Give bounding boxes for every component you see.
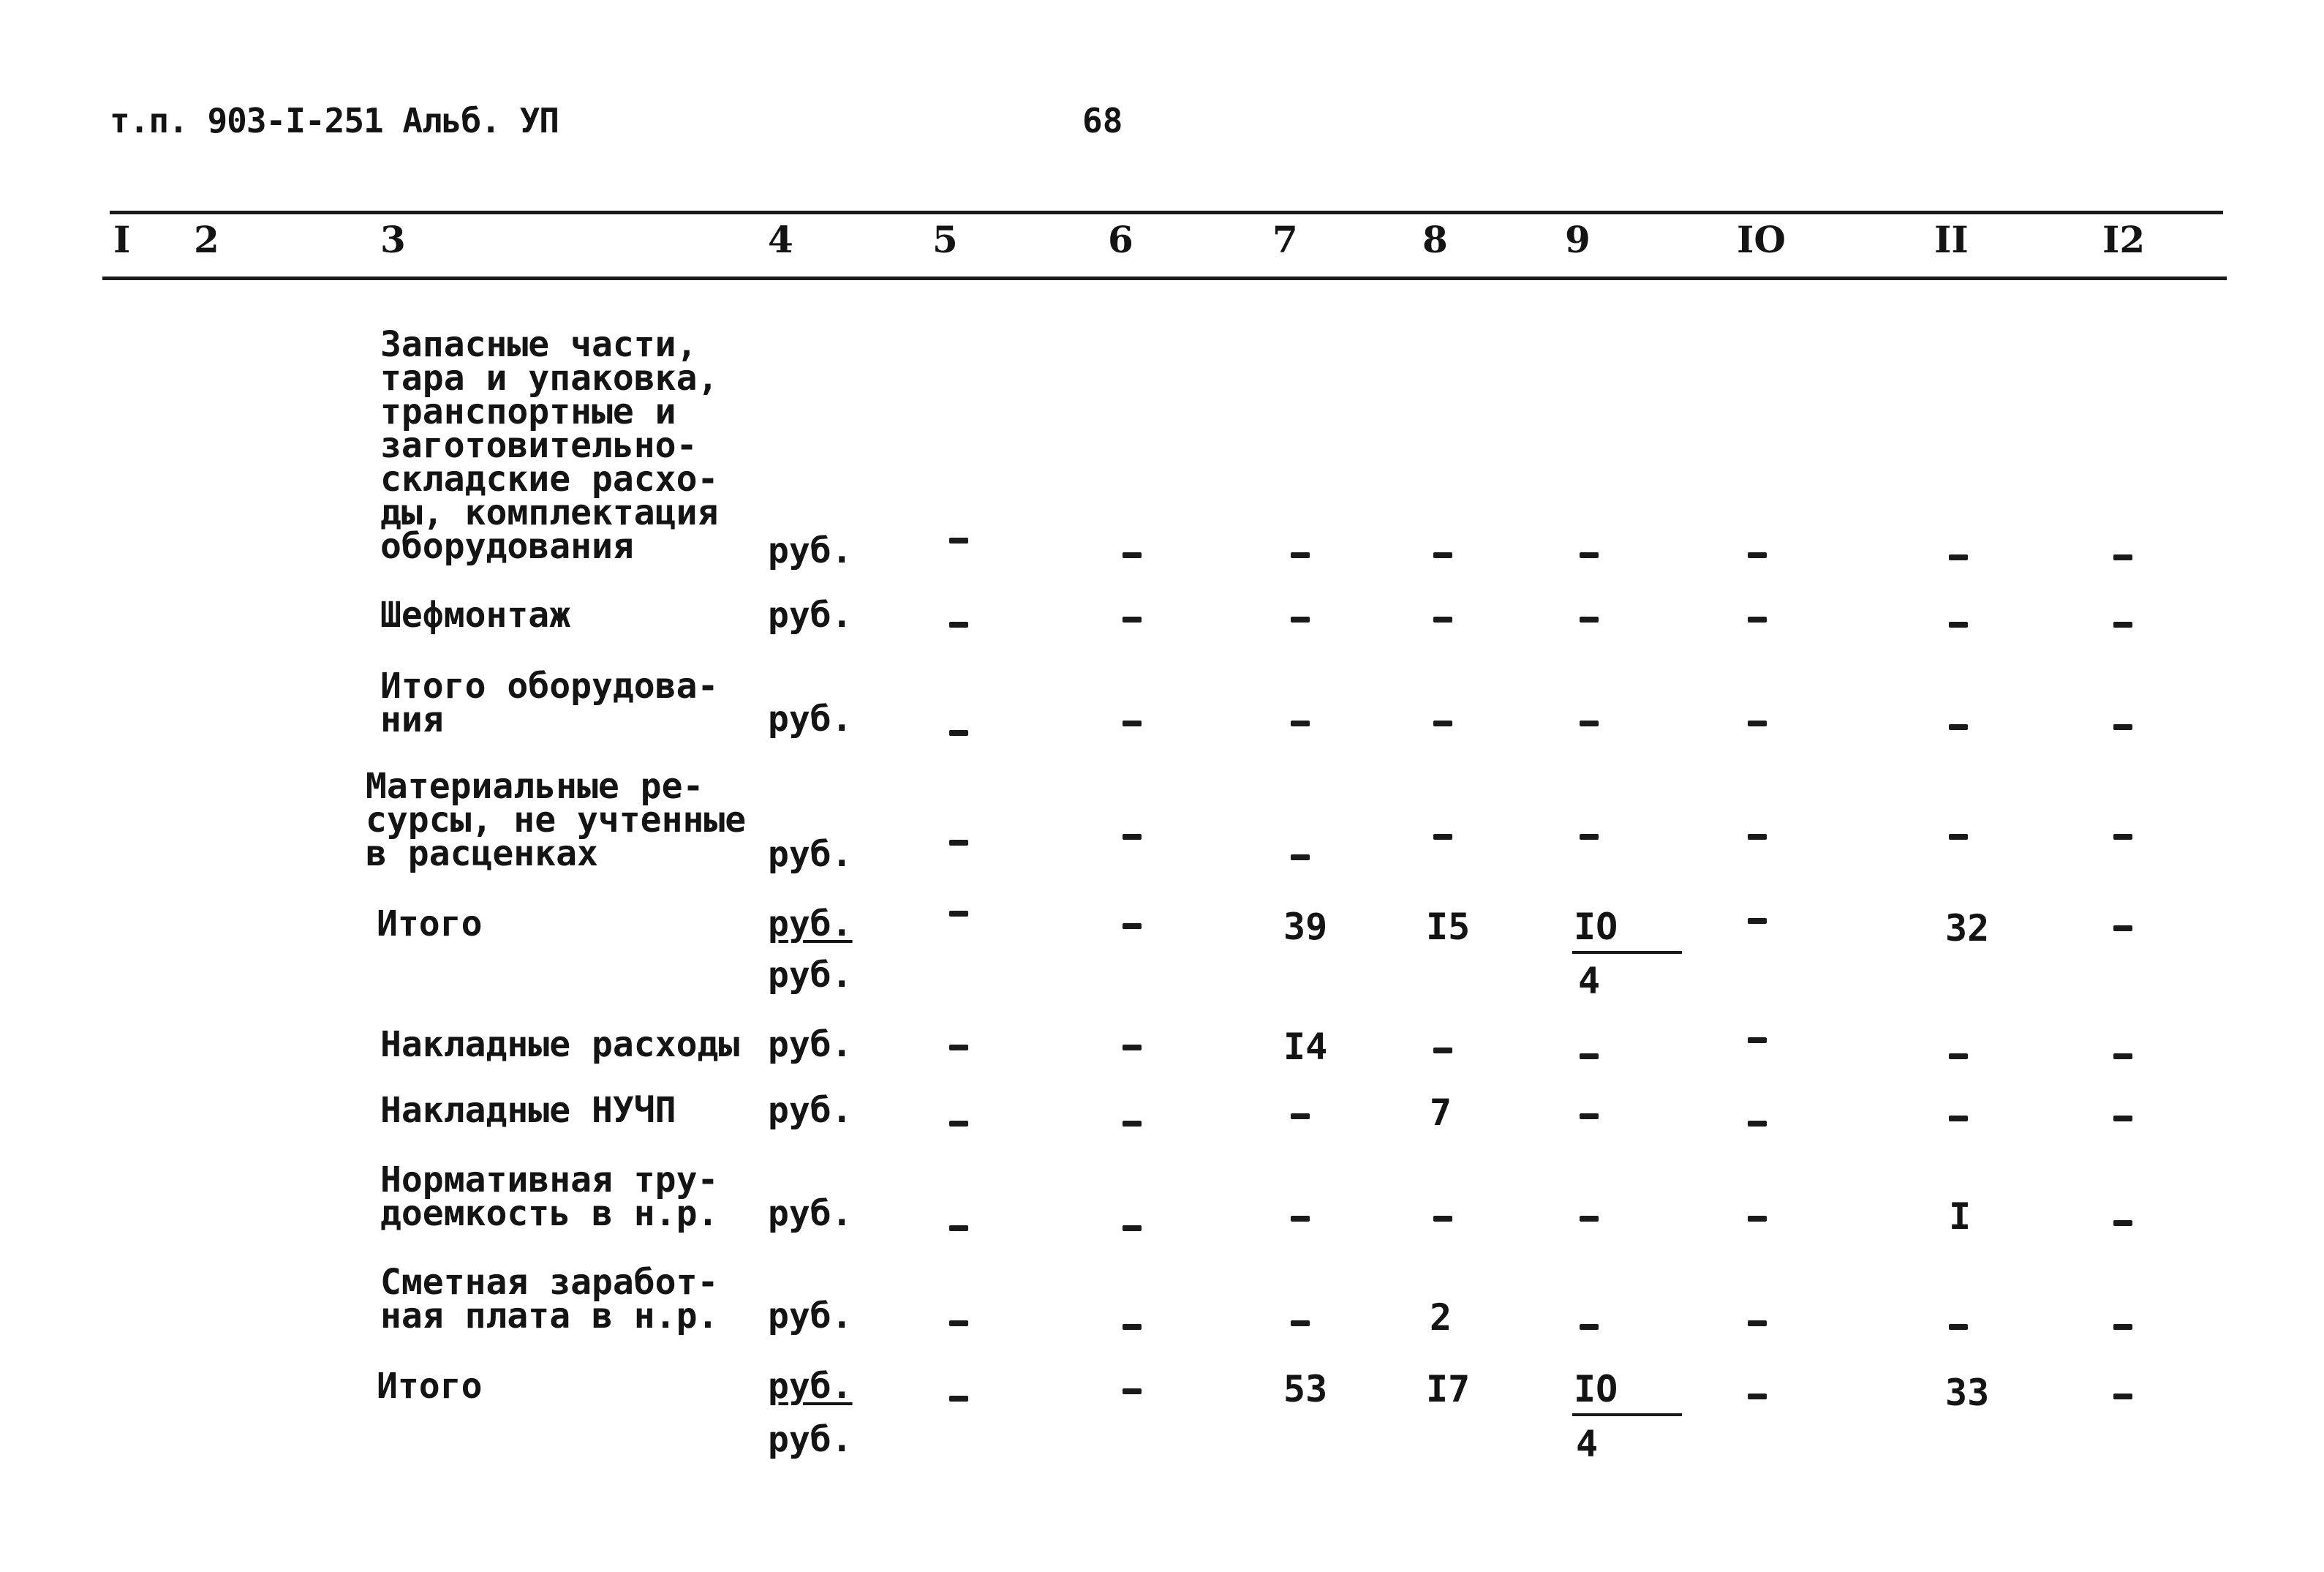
dash-cell — [1291, 721, 1310, 726]
dash-cell — [1748, 834, 1767, 840]
column-header-7: 7 — [1272, 218, 1298, 261]
row-unit: руб. — [768, 1193, 853, 1234]
row-label-supervision: Шефмонтаж — [380, 595, 571, 636]
dash-cell — [1580, 1113, 1599, 1119]
dash-cell — [949, 538, 968, 544]
dash-cell — [1949, 1053, 1968, 1059]
row-unit-denominator: руб. — [768, 1419, 853, 1460]
fraction-line — [1572, 951, 1682, 954]
column-header-12: I2 — [2102, 218, 2146, 261]
row-label-total-1: Итого — [377, 903, 483, 944]
row-unit-denominator: руб. — [768, 955, 853, 996]
dash-cell — [2113, 554, 2132, 560]
dash-cell — [1580, 552, 1599, 558]
dash-cell — [2113, 1394, 2132, 1399]
dash-cell — [1291, 552, 1310, 558]
dash-cell — [1123, 834, 1142, 840]
dash-cell — [2113, 1220, 2132, 1226]
value-col7: I4 — [1283, 1026, 1328, 1068]
column-header-9: 9 — [1565, 218, 1591, 261]
dash-cell — [1123, 617, 1142, 623]
document-reference: т.п. 903-I-251 Альб. УП — [110, 101, 559, 140]
dash-cell — [1291, 854, 1310, 860]
row-unit: руб. — [768, 1024, 853, 1065]
row-unit: руб. — [768, 1090, 853, 1131]
dash-cell — [1433, 1216, 1452, 1222]
row-label-total-2: Итого — [377, 1366, 483, 1407]
column-header-1: I — [113, 218, 131, 261]
value-col7: 39 — [1283, 906, 1328, 948]
dash-cell — [1123, 1225, 1142, 1231]
dash-cell — [1748, 918, 1767, 924]
dash-cell — [1580, 834, 1599, 840]
dash-cell — [1433, 834, 1452, 840]
page-number: 68 — [1082, 101, 1123, 140]
value-col11: 32 — [1945, 907, 1990, 949]
dash-cell — [1433, 721, 1452, 726]
row-unit: руб. — [768, 595, 853, 636]
column-header-4: 4 — [768, 218, 793, 261]
dash-cell — [1748, 1320, 1767, 1326]
row-unit: руб. — [768, 530, 853, 571]
fraction-line — [1572, 1413, 1682, 1416]
dash-cell — [1291, 617, 1310, 623]
dash-cell — [2113, 1116, 2132, 1121]
dash-cell — [949, 840, 968, 846]
dash-cell — [949, 730, 968, 736]
dash-cell — [1123, 552, 1142, 558]
dash-cell — [949, 1045, 968, 1050]
row-label-spare-parts: Запасные части, тара и упаковка, транспортные и заготовительно- складские расхо- ды, комплектация оборудования — [380, 324, 719, 567]
dash-cell — [1291, 1216, 1310, 1222]
dash-cell — [1748, 617, 1767, 623]
dash-cell — [1123, 923, 1142, 929]
value-col8: I5 — [1426, 906, 1471, 948]
row-label-estimated-wages: Сметная заработ- ная плата в н.р. — [380, 1262, 719, 1336]
dash-cell — [1580, 1216, 1599, 1222]
row-label-labor-intensity: Нормативная тру- доемкость в н.р. — [380, 1159, 719, 1234]
table-header-rule — [102, 277, 2227, 280]
dash-cell — [1123, 1045, 1142, 1050]
column-header-8: 8 — [1422, 218, 1448, 261]
dash-cell — [949, 622, 968, 628]
dash-cell — [949, 911, 968, 917]
dash-cell — [1748, 1121, 1767, 1127]
dash-cell — [949, 1121, 968, 1127]
value-col9-numerator: IO — [1574, 906, 1618, 948]
dash-cell — [1580, 721, 1599, 726]
table-top-rule — [110, 211, 2223, 214]
column-header-11: II — [1934, 218, 1969, 261]
value-col11: 33 — [1945, 1372, 1990, 1414]
dash-cell — [1748, 1216, 1767, 1222]
dash-cell — [1123, 1121, 1142, 1127]
dash-cell — [1433, 617, 1452, 623]
dash-cell — [1291, 1320, 1310, 1326]
row-label-equipment-total: Итого оборудова- ния — [380, 666, 719, 740]
dash-cell — [949, 1225, 968, 1231]
column-header-6: 6 — [1108, 218, 1133, 261]
dash-cell — [2113, 1324, 2132, 1330]
value-col9-numerator: IO — [1574, 1368, 1618, 1410]
dash-cell — [2113, 724, 2132, 730]
dash-cell — [1949, 834, 1968, 840]
dash-cell — [1949, 622, 1968, 628]
row-unit: руб. — [768, 834, 853, 875]
row-unit-numerator: руб. — [768, 903, 853, 944]
row-label-overhead-nuchp: Накладные НУЧП — [380, 1090, 676, 1131]
dash-cell — [1949, 1324, 1968, 1330]
dash-cell — [1748, 552, 1767, 558]
row-label-material-resources: Материальные ре- сурсы, не учтенные в расценках — [366, 766, 747, 874]
dash-cell — [1949, 1116, 1968, 1121]
dash-cell — [949, 1396, 968, 1402]
value-col8: I7 — [1426, 1368, 1471, 1410]
dash-cell — [1748, 1394, 1767, 1399]
column-header-10: IO — [1737, 218, 1786, 261]
row-unit-numerator: руб. — [768, 1366, 853, 1407]
dash-cell — [1949, 554, 1968, 560]
row-label-overhead: Накладные расходы — [380, 1024, 740, 1065]
value-col7: 53 — [1283, 1368, 1328, 1410]
row-unit: руб. — [768, 1295, 853, 1336]
value-col11: I — [1949, 1195, 1972, 1238]
column-header-2: 2 — [194, 218, 219, 261]
dash-cell — [1580, 1324, 1599, 1330]
column-header-5: 5 — [932, 218, 958, 261]
dash-cell — [1748, 1037, 1767, 1043]
dash-cell — [1291, 1113, 1310, 1119]
dash-cell — [2113, 622, 2132, 628]
dash-cell — [2113, 925, 2132, 931]
dash-cell — [1123, 1324, 1142, 1330]
dash-cell — [2113, 1053, 2132, 1059]
dash-cell — [1123, 721, 1142, 726]
dash-cell — [1123, 1388, 1142, 1394]
dash-cell — [1949, 724, 1968, 730]
dash-cell — [1580, 1053, 1599, 1059]
value-col9-denominator: 4 — [1576, 1423, 1599, 1465]
dash-cell — [2113, 834, 2132, 840]
dash-cell — [1433, 552, 1452, 558]
column-header-3: 3 — [380, 218, 406, 261]
dash-cell — [1433, 1048, 1452, 1053]
value-col8: 2 — [1430, 1296, 1452, 1339]
dash-cell — [1748, 721, 1767, 726]
dash-cell — [949, 1320, 968, 1326]
dash-cell — [1580, 617, 1599, 623]
value-col9-denominator: 4 — [1578, 960, 1601, 1002]
row-unit: руб. — [768, 699, 853, 740]
value-col8: 7 — [1430, 1091, 1452, 1134]
